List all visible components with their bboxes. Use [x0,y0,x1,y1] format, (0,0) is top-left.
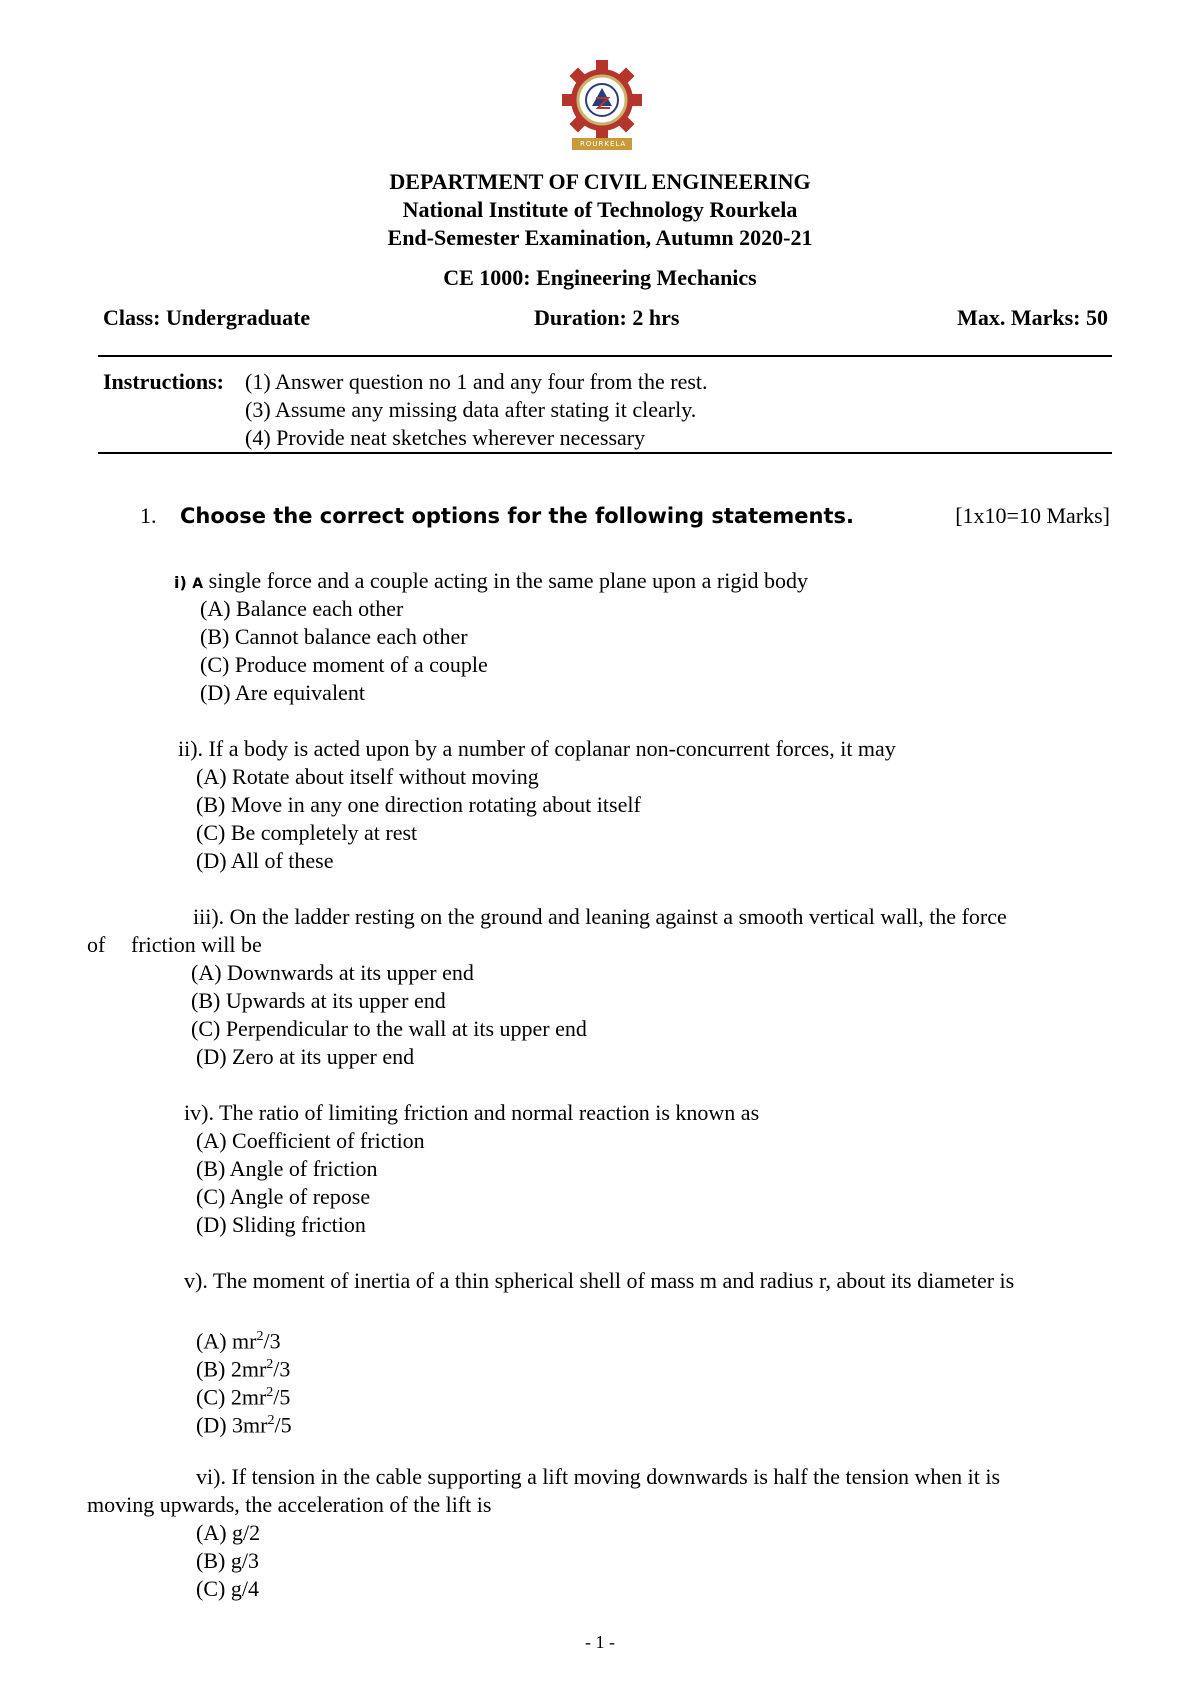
top-divider [98,355,1112,357]
instruction-item: (3) Assume any missing data after stating it clearly. [245,397,697,422]
option: (C) Be completely at rest [196,820,418,845]
subquestion-iv: iv). The ratio of limiting friction and normal reaction is known as [184,1100,760,1125]
logo-ribbon-text: ROURKELA [580,140,627,148]
subquestion-i [174,567,808,598]
question-number: 1. [140,503,157,528]
page-number: - 1 - [585,1632,615,1652]
option: (B) $2mr^2/3$ [196,1356,291,1382]
exam-title: End-Semester Examination, Autumn 2020-21 [387,225,813,250]
option: (D) $3mr^2/5$ [196,1412,292,1438]
option: (B) Angle of friction [196,1156,378,1181]
subquestion-v: v). The moment of inertia of a thin spherical shell of mass m and radius r, about its diameter is [184,1268,1015,1293]
subquestion-vi: vi). If tension in the cable supporting a lift moving downwards is half the tension when it is [196,1464,1001,1489]
option: (A) g/2 [196,1520,261,1545]
subquestion-iii: iii). On the ladder resting on the ground and leaning against a smooth vertical wall, the force [193,904,1007,929]
option: (D) All of these [196,848,334,873]
subquestion-iii-continuation: of [87,932,106,957]
question-title: Choose the correct options for the following statements. [180,504,854,528]
option: (B) g/3 [196,1548,259,1573]
option: (B) Move in any one direction rotating about itself [196,792,641,817]
instruction-item: (1) Answer question no 1 and any four from the rest. [245,369,708,394]
subquestion-cap: A [192,576,204,592]
option: (A) Coefficient of friction [196,1128,425,1153]
option: (A) Balance each other [200,596,404,621]
option: (A) Rotate about itself without moving [196,764,539,789]
course-title: CE 1000: Engineering Mechanics [443,265,757,290]
option: (C) Produce moment of a couple [200,652,488,677]
option: (D) Sliding friction [196,1212,366,1237]
option: (C) g/4 [196,1576,259,1601]
subquestion-vi-continuation: moving upwards, the acceleration of the lift is [87,1492,492,1517]
option: (D) Are equivalent [200,680,365,705]
subquestion-number: i) [174,573,187,592]
subquestion-ii: ii). If a body is acted upon by a number of coplanar non-concurrent forces, it may [178,736,896,761]
option: (B) Upwards at its upper end [191,988,446,1013]
option: (C) $2mr^2/5$ [196,1384,291,1410]
question-marks: [1x10=10 Marks] [955,503,1110,528]
option: (A) $mr^2/3$ [196,1328,281,1354]
option: (C) Perpendicular to the wall at its upper end [191,1016,587,1041]
option: (D) Zero at its upper end [196,1044,415,1069]
option: (A) Downwards at its upper end [191,960,474,985]
institute-logo [552,58,652,153]
option: (B) Cannot balance each other [200,624,468,649]
instructions-label: Instructions: [103,369,225,394]
instruction-item: (4) Provide neat sketches wherever necessary [245,425,646,450]
duration-label: Duration: 2 hrs [534,305,680,330]
institute-name: National Institute of Technology Rourkela [402,197,798,222]
class-label: Class: Undergraduate [103,305,311,330]
subquestion-text: single force and a couple acting in the same plane upon a rigid body [208,568,808,593]
bottom-divider [98,452,1112,454]
subquestion-iii-continuation: friction will be [131,932,262,957]
option: (C) Angle of repose [196,1184,371,1209]
max-marks-label: Max. Marks: 50 [957,305,1108,330]
department-title: DEPARTMENT OF CIVIL ENGINEERING [389,169,811,194]
